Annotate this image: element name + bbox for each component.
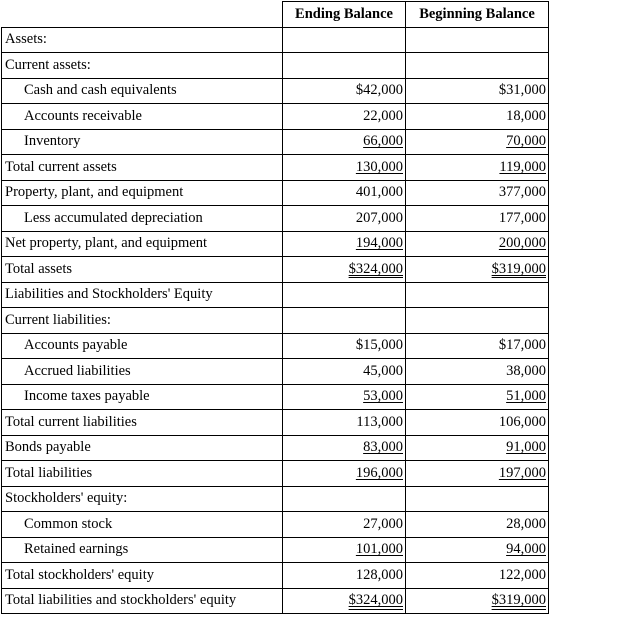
- beginning-value: [406, 486, 549, 512]
- section-row-assets: [2, 27, 549, 53]
- section-row-stockholders-equity: [2, 486, 549, 512]
- ending-value: [283, 282, 406, 308]
- beginning-value-text: 70,000: [506, 133, 546, 150]
- table-row: [2, 359, 549, 385]
- ending-value: $15,000: [283, 333, 406, 359]
- ending-value: 113,000: [283, 410, 406, 436]
- ending-value-text: 130,000: [355, 158, 403, 175]
- beginning-balance-header: Beginning Balance: [406, 2, 549, 28]
- ending-balance-header: Ending Balance: [283, 2, 406, 28]
- beginning-value: [406, 384, 549, 410]
- ending-value-text: 66,000: [363, 133, 403, 150]
- row-label: Total stockholders' equity: [2, 563, 283, 589]
- beginning-value: [406, 461, 549, 487]
- row-label: Less accumulated depreciation: [2, 206, 283, 232]
- ending-value: [283, 461, 406, 487]
- row-label: Net property, plant, and equipment: [2, 231, 283, 257]
- ending-value-text: $324,000: [348, 260, 403, 277]
- ending-value: [283, 588, 406, 614]
- ending-value: [283, 155, 406, 181]
- ending-value: [283, 435, 406, 461]
- beginning-value-text: $319,000: [491, 592, 546, 609]
- beginning-value: [406, 155, 549, 181]
- row-label: Accounts receivable: [2, 104, 283, 130]
- row-label: Accrued liabilities: [2, 359, 283, 385]
- row-label: Inventory: [2, 129, 283, 155]
- ending-value: [283, 384, 406, 410]
- ending-value: 27,000: [283, 512, 406, 538]
- total-assets-row: [2, 257, 549, 283]
- beginning-value: [406, 282, 549, 308]
- beginning-value: [406, 231, 549, 257]
- row-label: Retained earnings: [2, 537, 283, 563]
- row-label: Total liabilities: [2, 461, 283, 487]
- row-label: Cash and cash equivalents: [2, 78, 283, 104]
- beginning-value: 377,000: [406, 180, 549, 206]
- row-label: Total liabilities and stockholders' equity: [2, 588, 283, 614]
- beginning-value-text: 51,000: [506, 388, 546, 405]
- beginning-value: 28,000: [406, 512, 549, 538]
- beginning-value: [406, 435, 549, 461]
- table-row: [2, 333, 549, 359]
- section-row-liabilities-equity: [2, 282, 549, 308]
- ending-value: [283, 257, 406, 283]
- beginning-value: [406, 257, 549, 283]
- table-row: [2, 104, 549, 130]
- table-row: [2, 461, 549, 487]
- beginning-value-text: 119,000: [499, 158, 546, 175]
- ending-value: [283, 53, 406, 79]
- table-row: [2, 410, 549, 436]
- header-row: [2, 2, 549, 28]
- ending-value-text: 194,000: [355, 235, 403, 252]
- row-label: Income taxes payable: [2, 384, 283, 410]
- section-row-current-liabilities: [2, 308, 549, 334]
- beginning-value: [406, 308, 549, 334]
- ending-value: [283, 129, 406, 155]
- table-row: [2, 512, 549, 538]
- table-row: [2, 78, 549, 104]
- ending-value: [283, 231, 406, 257]
- table-row: [2, 435, 549, 461]
- ending-value-text: 83,000: [363, 439, 403, 456]
- ending-value: 128,000: [283, 563, 406, 589]
- row-label: Total current assets: [2, 155, 283, 181]
- ending-value-text: 101,000: [355, 541, 403, 558]
- header-blank-cell: [2, 2, 283, 28]
- table-row: [2, 155, 549, 181]
- table-row: [2, 180, 549, 206]
- row-label: Current assets:: [2, 53, 283, 79]
- row-label: Assets:: [2, 27, 283, 53]
- beginning-value: 122,000: [406, 563, 549, 589]
- table-row: [2, 537, 549, 563]
- ending-value: 207,000: [283, 206, 406, 232]
- beginning-value: [406, 129, 549, 155]
- ending-value: [283, 537, 406, 563]
- beginning-value: 177,000: [406, 206, 549, 232]
- table-row: [2, 563, 549, 589]
- beginning-value: 106,000: [406, 410, 549, 436]
- row-label: Liabilities and Stockholders' Equity: [2, 282, 283, 308]
- row-label: Accounts payable: [2, 333, 283, 359]
- beginning-value: [406, 53, 549, 79]
- row-label: Current liabilities:: [2, 308, 283, 334]
- beginning-value: 18,000: [406, 104, 549, 130]
- beginning-value: [406, 588, 549, 614]
- ending-value: [283, 308, 406, 334]
- ending-value-text: 196,000: [355, 464, 403, 481]
- row-label: Common stock: [2, 512, 283, 538]
- table-row: [2, 129, 549, 155]
- ending-value: 22,000: [283, 104, 406, 130]
- section-row-current-assets: [2, 53, 549, 79]
- table-row: [2, 206, 549, 232]
- ending-value: [283, 486, 406, 512]
- beginning-value: 38,000: [406, 359, 549, 385]
- balance-sheet: [1, 1, 549, 614]
- beginning-value-text: 91,000: [506, 439, 546, 456]
- beginning-value: $17,000: [406, 333, 549, 359]
- ending-value: 401,000: [283, 180, 406, 206]
- ending-value: 45,000: [283, 359, 406, 385]
- balance-sheet-table: [1, 1, 549, 614]
- ending-value: [283, 27, 406, 53]
- beginning-value-text: $319,000: [491, 260, 546, 277]
- beginning-value-text: 197,000: [498, 464, 546, 481]
- beginning-value-text: 94,000: [506, 541, 546, 558]
- table-row: [2, 384, 549, 410]
- total-liabilities-equity-row: [2, 588, 549, 614]
- beginning-value-text: 200,000: [498, 235, 546, 252]
- table-row: [2, 231, 549, 257]
- beginning-value: [406, 27, 549, 53]
- row-label: Bonds payable: [2, 435, 283, 461]
- row-label: Total current liabilities: [2, 410, 283, 436]
- row-label: Stockholders' equity:: [2, 486, 283, 512]
- row-label: Total assets: [2, 257, 283, 283]
- beginning-value: $31,000: [406, 78, 549, 104]
- row-label: Property, plant, and equipment: [2, 180, 283, 206]
- ending-value: $42,000: [283, 78, 406, 104]
- beginning-value: [406, 537, 549, 563]
- ending-value-text: $324,000: [348, 592, 403, 609]
- ending-value-text: 53,000: [363, 388, 403, 405]
